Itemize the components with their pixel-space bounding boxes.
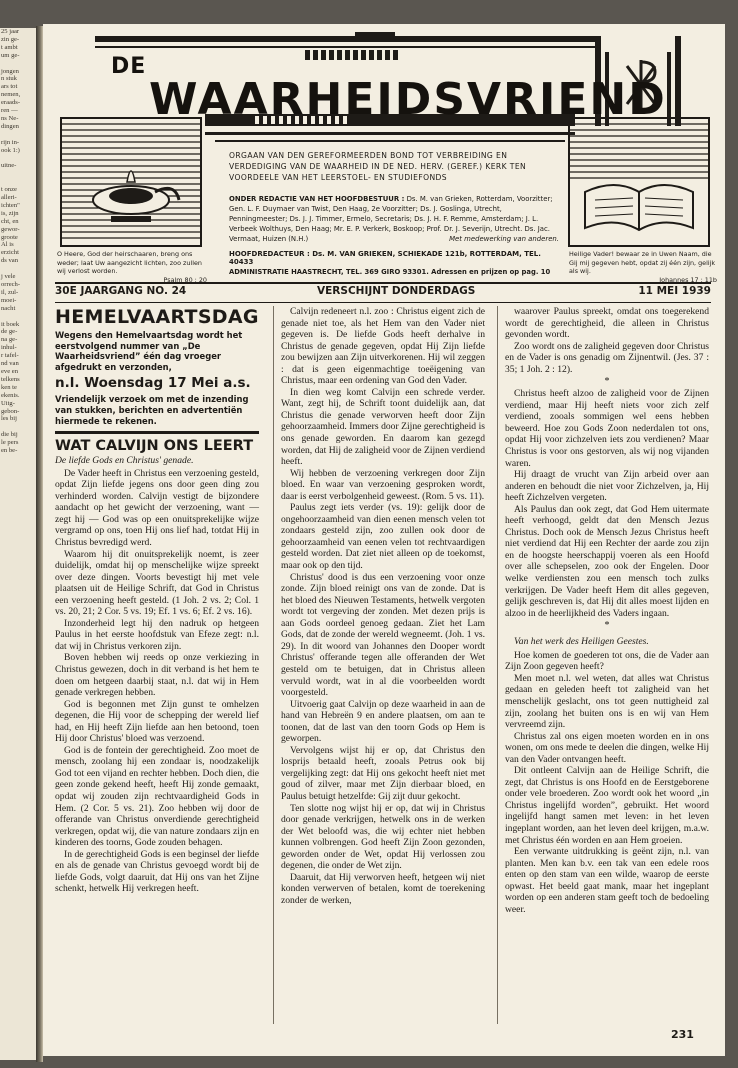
administration: ADMINISTRATIE HAASTRECHT, TEL. 369 GIRO 93301. Adressen en prijzen op pag. 10 — [229, 268, 551, 276]
previous-page-fragment: uitne- — [1, 162, 17, 170]
medewerking-note: Met medewerking van anderen. — [449, 235, 559, 243]
previous-page-fragment: le pers — [1, 439, 19, 447]
page-number: 231 — [671, 1028, 694, 1041]
previous-page-fragment: Uitg- — [1, 399, 15, 407]
quote-right-ref: Johannes 17 : 11b — [659, 275, 717, 284]
previous-page-fragment: les bij — [1, 415, 17, 423]
previous-page-fragment: ken te — [1, 383, 17, 391]
organ-description: ORGAAN VAN DEN GEREFORMEERDEN BOND TOT VERBREIDING EN VERDEDIGING VAN DE WAARHEID IN DE NED. HERV. (GEREF.) KERK TEN VOORDEELE VAN HET LEERSTOEL- EN STUDIEFONDS — [229, 151, 527, 182]
paragraph: Daaruit, dat Hij verworven heeft, hetgeen wij niet konden verwerven of betalen, komt de toerekening zonder de werken, — [281, 871, 485, 906]
previous-page-fragment: eraads- — [1, 99, 21, 107]
masthead — [55, 32, 717, 284]
previous-page-fragment: n stuk — [1, 75, 17, 83]
previous-page-fragment: na ge- — [1, 336, 18, 344]
previous-page-fragment: cht, en — [1, 217, 19, 225]
column-rule — [497, 306, 498, 1024]
paragraph: Zoo wordt ons de zaligheid gegeven door Christus en de Vader is ons genadig om Zijnentwil. (Jes. 37 : 35; 1 Joh. 2 : 12). — [505, 340, 709, 375]
editorial-board — [229, 194, 559, 244]
previous-page-fragment — [0, 155, 36, 163]
paragraph: Boven hebben wij reeds op onze verkiezing in Christus gewezen, doch in dit verband is het hem te doen om hetgeen daarbij staat, n.l. dat wij in Hem genade verkregen hebben. — [55, 652, 259, 699]
hemelvaartsdag-heading: HEMELVAARTSDAG — [55, 306, 259, 328]
paragraph: In de gerechtigheid Gods is een beginsel der liefde en als de genade van Christus gevoegd wordt bij de liefde Gods, volgt daaruit, dat Hij ons van het Zijne schenkt, hetwelk Hij verkregen heeft. — [55, 848, 259, 895]
column-1-body — [55, 468, 259, 895]
paragraph: Calvijn redeneert n.l. zoo : Christus eigent zich de genade niet toe, als het Hem van den Vader niet gegeven is. De liefde Gods heeft derhalve in Christus de genade gegeven, opdat Hij Zijn liefde zou bewijzen aan Zijn uitverkorenen. Hij wil zeggen : dat is geen eigenmachtige toeëigening van Christus, maar een ordening van God den Vader. — [281, 306, 485, 387]
previous-page-fragment: groote — [1, 233, 18, 241]
previous-page-fragment: rijn in- — [1, 138, 20, 146]
paragraph: Ten slotte nog wijst hij er op, dat wij in Christus door genade verkrijgen, hetwelk ons in de werken der Wet beloofd was, die wij echter niet hebben kunnen volbrengen. God heeft Zijn Zoon gezonden, geworden onder de Wet, opdat Hij verlossen zou degenen, die onder de Wet zijn. — [281, 802, 485, 872]
editorial-lead: ONDER REDACTIE VAN HET HOOFDBESTUUR : — [229, 195, 405, 203]
quote-left-ref: Psalm 80 : 20 — [163, 275, 207, 284]
previous-page-fragment: ns Ne- — [1, 114, 19, 122]
notice-date: n.l. Woensdag 17 Mei a.s. — [55, 375, 251, 392]
previous-page-fragment: t onze — [1, 186, 17, 194]
chief-editor: HOOFDREDACTEUR : Ds. M. VAN GRIEKEN, SCHIEKADE 121b, ROTTERDAM, TEL. 40433 — [229, 250, 541, 266]
column-2 — [281, 306, 485, 906]
section-star: * — [604, 620, 610, 632]
paragraph: Hoe komen de goederen tot ons, die de Vader aan Zijn Zoon gegeven heeft? — [505, 649, 709, 673]
previous-page-fragment — [0, 178, 36, 186]
paragraph: Christus zal ons eigen moeten worden en in ons wonen, om ons mede te deelen die dingen, welke Hij van den Vader ontvangen heeft. — [505, 730, 709, 765]
paragraph: Christus' dood is dus een verzoening voor onze zonde. Zijn bloed reinigt ons van de zonde. Dat is het bloed des Nieuwen Testaments, hetwelk vergoten wordt tot vergeving der zonden. Met dezen prijs is aan Gods oordeel genoeg gedaan. Ziet het Lam Gods, dat de zonde der wereld wegneemt. (Joh. 1 vs. 29). In dit woord van Johannes den Dooper wordt Christus' offerande tegen alle offeranden der Wet gesteld om te betuigen, dat in Christus alleen vervuld wordt, wat in al die voorbeelden wordt voorgesteld. — [281, 571, 485, 699]
issue-line — [55, 282, 711, 303]
quote-left — [57, 250, 207, 284]
previous-page-fragment — [0, 131, 36, 139]
paragraph: Een verwante uitdrukking is geënt zijn, n.l. van planten. Men kan b.v. een tak van een edele roos enten op den stam van een wilde, waarop de eerste opwast. Het beeld gaat mank, maar het ingeplant worden op een anderen stam geeft toch de bedoeling weer. — [505, 846, 709, 915]
previous-page-fragment: dingen — [1, 122, 19, 130]
column-3-end — [505, 650, 709, 916]
previous-page-fragment — [0, 423, 36, 431]
column-3-intro — [505, 306, 709, 375]
paragraph: Vervolgens wijst hij er op, dat Christus den losprijs betaald heeft, zooals Petrus ook bij vergelijking zegt: dat Hij ons gekocht heeft niet met goud of zilver, maar met Zijn dierbaar bloed, en Paulus betuigt hetzelfde: Gij zijt duur gekocht. — [281, 744, 485, 802]
previous-page-fragment: moei- — [1, 296, 17, 304]
masthead-waarheidsvriend: WAARHEIDSVRIEND — [149, 74, 667, 125]
previous-page-fragment: ichten" — [1, 201, 20, 209]
previous-page-fragment: ekenis. — [1, 391, 20, 399]
previous-page-fragment: um ge- — [1, 51, 20, 59]
previous-page-fragment: gebon- — [1, 407, 20, 415]
book-spine — [36, 26, 43, 1062]
column-1 — [55, 306, 259, 895]
previous-page-fragment: nacht — [1, 304, 16, 312]
previous-page-fragment: de ge- — [1, 328, 18, 336]
previous-page-fragment: Al is — [1, 241, 14, 249]
quote-left-text: O Heere, God der heirschaaren, breng ons weder; laat Uw aangezicht lichten, zoo zullen wij verlost worden. — [57, 250, 202, 276]
holy-spirit-subhead: Van het werk des Heiligen Geestes. — [514, 636, 649, 648]
previous-page-fragment — [0, 60, 36, 68]
paragraph: Hij draagt de vrucht van Zijn arbeid over aan anderen en behoudt die niet voor Zichzelven, ja, Hij heeft Zichzelven vergeten. — [505, 469, 709, 504]
previous-page-fragment: ook 1:) — [1, 146, 20, 154]
previous-page-fragment: eve en — [1, 367, 19, 375]
editorial-names: Ds. M. van Grieken, Rotterdam, Voorzitter; Gen. L. F. Duymaer van Twist, Den Haag, 2e Voorzitter; Ds. J. Goslinga, Utrecht, Penningmeester; Ds. J. J. Timmer, Ermelo, Secretaris; Ds. J. H. F. Remme, Amsterdam; J. L. Verbeek Wolthuys, Den Haag; Mr. E. P. Verkerk, Boskoop; Prof. Dr. J. Severijn, Utrecht. Ds. Jac. Vermaat, Huizen (N.H.) — [229, 195, 553, 243]
previous-page-fragment — [0, 170, 36, 178]
previous-page-fragment: it boek — [1, 320, 20, 328]
previous-page-fragment: 25 jaar — [1, 28, 20, 35]
previous-page-fragment: nemen, — [1, 91, 21, 99]
previous-page-fragment — [0, 265, 36, 273]
issue-date: 11 MEI 1939 — [638, 285, 711, 297]
paragraph: In dien weg komt Calvijn een schrede verder. Want, zegt hij, de Schrift toont duidelijk aan, dat Christus die genade verworven heeft door Zijn gehoorzaamheid. Immers door Zijne gerechtigheid is ons genade geworden. En daarom kan gezegd worden, dat Hij de zaligheid voor de Zijnen verdiend heeft. — [281, 386, 485, 468]
divider — [55, 431, 259, 434]
newspaper-page — [43, 24, 725, 1056]
previous-page-fragment: zin ge- — [1, 35, 20, 43]
previous-page-fragment: alleri- — [1, 194, 17, 202]
masthead-de: DE — [111, 54, 147, 79]
notice-request: Vriendelijk verzoek om met de inzending van stukken, berichten en advertentiën hiermede te rekenen. — [55, 394, 249, 426]
previous-page-fragment: inhul- — [1, 344, 17, 352]
notice-text: Wegens den Hemelvaartsdag wordt het eerstvolgend nummer van „De Waarheidsvriend” één dag vroeger afgedrukt en verzonden, — [55, 330, 243, 372]
previous-page-fragment: ars tot — [1, 83, 18, 91]
previous-page-fragment: die bij — [1, 431, 18, 439]
previous-page-fragment — [0, 313, 36, 321]
column-rule — [273, 306, 274, 1024]
previous-page-fragment: en be- — [1, 447, 18, 455]
paragraph: Waarom hij dit onuitsprekelijk noemt, is zeer duidelijk, omdat hij op menschelijke wijze spreekt over deze dingen. Voorts bevestigt hij met vele plaatsen uit de Heilige Schrift, dat God in Christus een verzoening heeft gesteld. (1 Joh. 2 vs. 2; Col. 1 vs. 20, 21; 2 Cor. 5 vs. 19; Ef. 1 vs. 6; Ef. 2 vs. 16). — [55, 548, 259, 618]
article-title: WAT CALVIJN ONS LEERT — [55, 438, 254, 455]
previous-page-fragment: jongen — [1, 67, 19, 75]
previous-page-fragment: gewor- — [1, 225, 20, 233]
column-2-body — [281, 306, 485, 906]
paragraph: Wij hebben de verzoening verkregen door Zijn bloed. En waar van verzoening gesproken wordt, daar is eerst verbolgenheid geweest. (Rom. 5 vs. 11). — [281, 467, 485, 502]
previous-page-fragment: ds van — [1, 257, 19, 265]
paragraph: God is begonnen met Zijn gunst te omhelzen degenen, die Hij voor de schepping der wereld lief had, en Hij heeft Zijn liefde aan hen betoond, toen Hij door Christus' bloed was verzoend. — [55, 698, 259, 745]
paragraph: Inzonderheid legt hij den nadruk op hetgeen Paulus in het eerste hoofdstuk van Efeze zegt: n.l. dat wij in Christus verkoren zijn. — [55, 617, 259, 652]
article-subtitle: De liefde Gods en Christus' genade. — [55, 455, 194, 467]
paragraph: Christus heeft alzoo de zaligheid voor de Zijnen verdiend, maar Hij heeft niets voor zich zelf verdiend, zooals sommigen wel eens hebben beweerd. Hoe zou Gods Zoon nederdalen tot ons, opdat Hij voor zichzelven iets zou verdienen? Maar Christus is voor ons gestorven, als wij nog vijanden waren. — [505, 388, 709, 469]
previous-page-fragment: is, zijn — [1, 209, 19, 217]
paragraph: Uitvoerig gaat Calvijn op deze waarheid in aan de hand van Hebreën 9 en andere plaatsen, om aan te toonen, dat de last van den toorn Gods op Hem is geworpen. — [281, 698, 485, 745]
paragraph: Dit ontleent Calvijn aan de Heilige Schrift, die zegt, dat Christus is ons Hoofd en de Eerstgeborene onder vele broederen. Zoo wordt ook het woord „in Christus ingelijfd worden”, gebruikt. Het woord ingelijfd hangt samen met leven: in het leven ingeplant worden, aan het leven deel krijgen, m.a.w. met Christus één worden en aan Hem groeien. — [505, 765, 709, 846]
previous-page-fragment: r tafel- — [1, 352, 19, 360]
previous-page-fragment: telkens — [1, 375, 20, 383]
jaargang: 30E JAARGANG NO. 24 — [55, 285, 187, 297]
paragraph: Men moet n.l. wel weten, dat alles wat Christus gedaan en geleden heeft tot zaligheid van het menschelijk geslacht, ons tot geen nuttigheid zal zijn, zoolang het buiten ons is en wij van Hem vervreemd zijn. — [505, 672, 709, 731]
quote-right-text: Heilige Vader! bewaar ze in Uwen Naam, die Gij mij gegeven hebt, opdat zij één zijn, gelijk als wij. — [569, 250, 716, 276]
previous-page-fragment: ren — — [1, 107, 18, 115]
quote-right — [569, 250, 717, 284]
previous-page-fragment: nd van — [1, 360, 19, 368]
previous-page-fragment: j vele — [1, 273, 16, 281]
previous-page-fragment: t ambt — [1, 43, 18, 51]
previous-page-fragment: il, zul- — [1, 288, 19, 296]
verschijnt: VERSCHIJNT DONDERDAGS — [317, 285, 476, 297]
column-3 — [505, 306, 709, 915]
previous-page-edge — [0, 28, 37, 1060]
paragraph: God is de fontein der gerechtigheid. Zoo moet de mensch, zoolang hij een zondaar is, noodzakelijk God tot een vijand en rechter hebben. Doch dien, die geen zonde gekend heeft, heeft Hij zonde gemaakt, opdat wij zouden zijn rechtvaardigheid Gods in Hem. (2 Cor. 5 vs. 21). Zoo hebben wij door de offerande van Christus onverdiende gerechtigheid verkregen, opdat wij, die van nature zondaars zijn en kinderen des toorns, Gode zouden behagen. — [55, 744, 259, 849]
paragraph: waarover Paulus spreekt, omdat ons toegerekend wordt de gerechtigheid, die alleen in Christus gevonden wordt. — [505, 306, 709, 341]
paragraph: Paulus zegt iets verder (vs. 19): gelijk door de ongehoorzaamheid van dien eenen mensch velen tot zondaars gesteld zijn, zoo zullen ook door de gehoorzaamheid van eenen velen tot rechtvaardigen gesteld worden. Dat ziet niet alleen op de toekomst, maar ook op den tijd. — [281, 502, 485, 572]
section-star: * — [604, 376, 610, 388]
paragraph: Als Paulus dan ook zegt, dat God Hem uitermate heeft verhoogd, geldt dat den Mensch Jezus Christus. Doch ook de Mensch Jezus Christus heeft niet verdiend dat Hij een Rechter der aarde zou zijn en de hoogste heerschappij voeren als een Hoofd over alle schepselen, zoo ook der Engelen. Door welke verdiensten zou een mensch toch zulks verkrijgen. De Vader heeft Hem dit alles gegeven, gelijk geschreven is, dat Hij dit alles moest lijden en alzoo in de heerlijkheid des Vaders ingaan. — [505, 503, 709, 619]
previous-page-fragment: erzicht — [1, 249, 19, 257]
paragraph: De Vader heeft in Christus een verzoening gesteld, opdat Zijn liefde jegens ons door geen ding zou verhinderd worden. Calvijn vestigt de bijzondere aandacht op het gewicht der verzoening, want — zegt hij — God was op een onuitsprekelijke wijze vergramd op ons, toen Hij ons lief had, totdat Hij in Christus bevredigd werd. — [55, 467, 259, 548]
column-3-middle — [505, 388, 709, 619]
previous-page-fragment: orrech- — [1, 281, 21, 288]
